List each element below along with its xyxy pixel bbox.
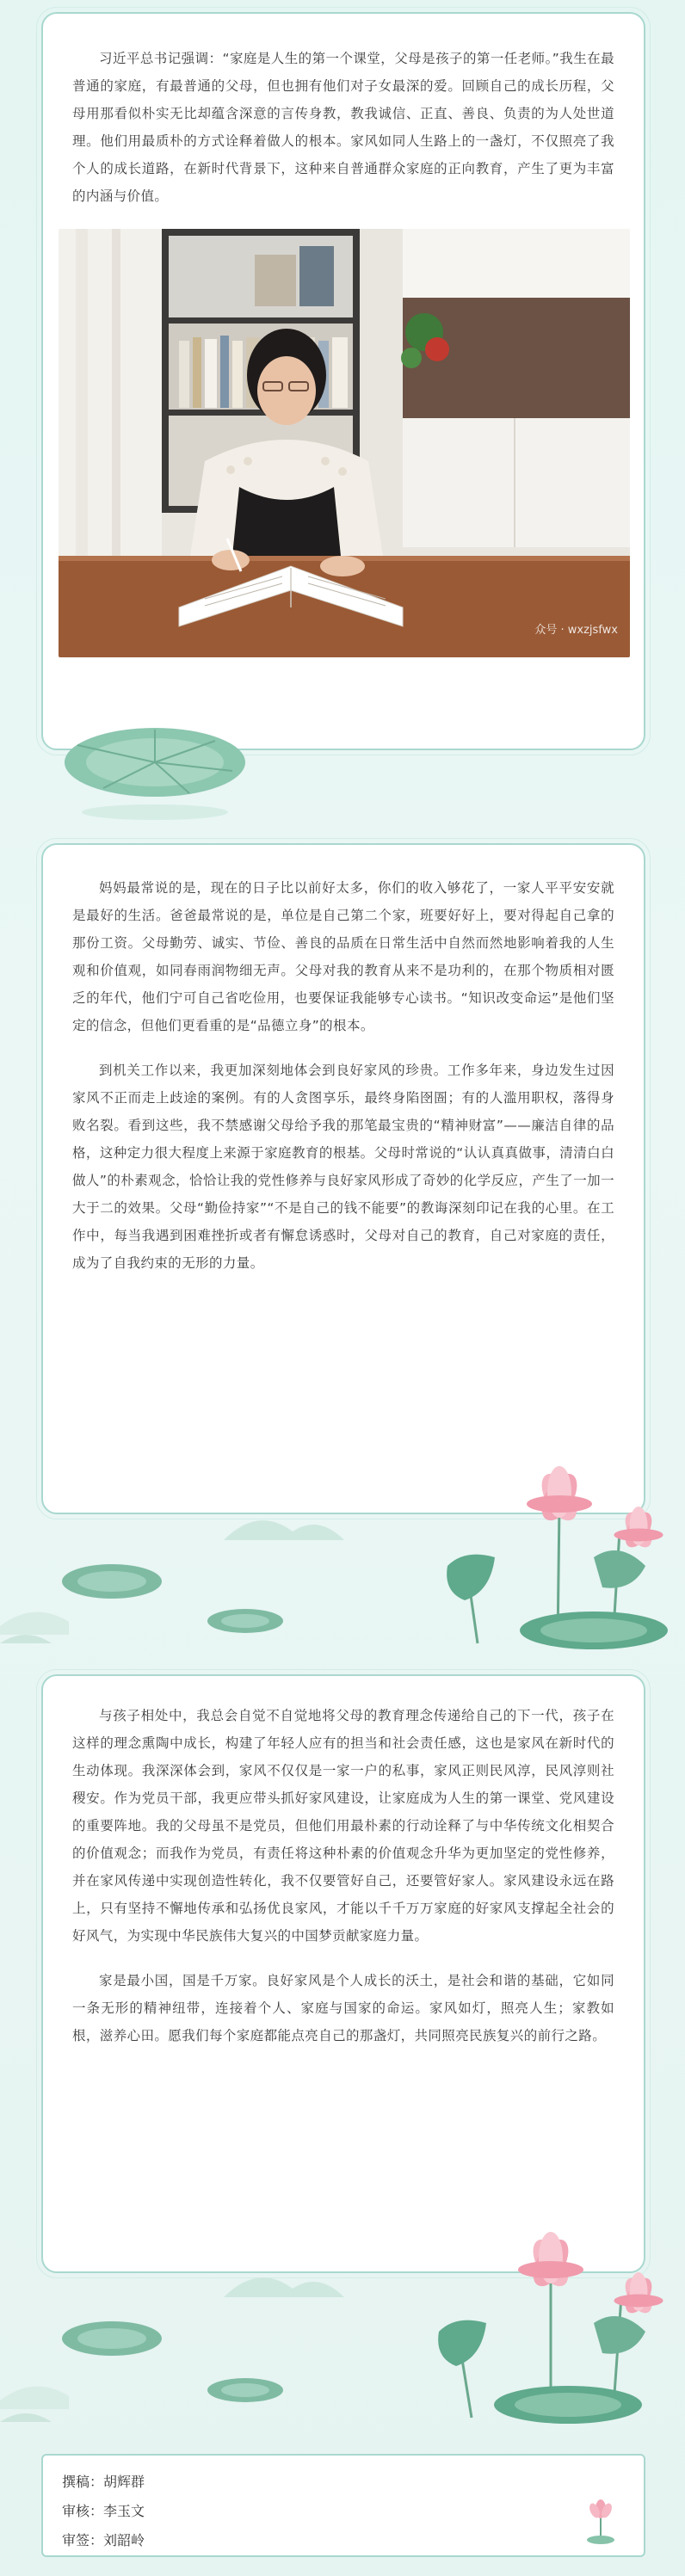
intro-paragraph: 习近平总书记强调：“家庭是人生的第一个课堂，父母是孩子的第一任老师。”我生在最普通的家庭，有最普通的父母，但也拥有他们对子女最深的爱。回顾自己的成长历程，父母用那看似朴实无比却蕴含深意的言传身教，教我诚信、正直、善良、负责的为人处世道理。他们用最质朴的方式诠释着做人的根本。家风如同人生路上的一盏灯，不仅照亮了我个人的成长道路，在新时代背景下，这种来自普通群众家庭的正向教育，产生了更为丰富的内涵与价值。 xyxy=(72,51,614,204)
credits-box xyxy=(41,2454,645,2557)
author-credit: 撰稿：胡辉群 xyxy=(62,2474,145,2490)
reflection-paragraph-1: 与孩子相处中，我总会自觉不自觉地将父母的教育理念传递给自己的下一代，孩子在这样的理念熏陶中成长，构建了年轻人应有的担当和社会责任感，这也是家风在新时代的生动体现。我深深体会到，家风不仅仅是一家一户的私事，家风正则民风淳，民风淳则社稷安。作为党员干部，我更应带头抓好家风建设，让家庭成为人生的第一课堂、党风建设的重要阵地。我的父母虽不是党员，但他们用最朴素的行动诠释了与中华传统文化相契合的价值观念；而我作为党员，有责任将这种朴素的价值观念升华为更加坚定的党性修养，并在家风传递中实现创造性转化，我不仅要管好自己，还要管好家人。家风建设永远在路上，只有坚持不懈地传承和弘扬优良家风，才能以千千万万家庭的好家风支撑起全社会的好风气，为实现中华民族伟大复兴的中国梦贡献家庭力量。 xyxy=(72,1708,614,1944)
reviewer-credit: 审核：李玉文 xyxy=(62,2503,145,2519)
story-paragraph-1: 妈妈最常说的是，现在的日子比以前好太多，你们的收入够花了，一家人平平安安就是最好的生活。爸爸最常说的是，单位是自己第二个家，班要好好上，要对得起自己拿的那份工资。父母勤劳、诚实、节俭、善良的品质在日常生活中自然而然地影响着我的人生观和价值观，如同春雨润物细无声。父母对我的教育从来不是功利的，在那个物质相对匮乏的年代，他们宁可自己省吃俭用，也要保证我能够专心读书。“知识改变命运”是他们坚定的信念，但他们更看重的是“品德立身”的根本。 xyxy=(72,880,614,1033)
photo-watermark: 众号 · wxzjsfwx xyxy=(534,624,618,637)
approver-credit: 审签：刘韶岭 xyxy=(62,2532,145,2548)
reflection-card xyxy=(41,1674,645,2273)
lotus-leaf-icon xyxy=(26,711,250,831)
small-lotus-icon xyxy=(583,2497,618,2545)
story-card xyxy=(41,843,645,1514)
author-photo xyxy=(59,229,630,657)
intro-card xyxy=(41,12,645,750)
lotus-flower-icon xyxy=(0,1428,685,1661)
mountain-icon xyxy=(0,2203,685,2444)
story-paragraph-2: 到机关工作以来，我更加深刻地体会到良好家风的珍贵。工作多年来，身边发生过因家风不正而走上歧途的案例。有的人贪图享乐，最终身陷囹圄；有的人滥用职权，落得身败名裂。看到这些，我不禁感谢父母给予我的那笔最宝贵的“精神财富”——廉洁自律的品格，这种定力很大程度上来源于家庭教育的根基。父母时常说的“认认真真做事，清清白白做人”的朴素观念，恰恰让我的党性修养与良好家风形成了奇妙的化学反应，产生了一加一大于二的效果。父母“勤俭持家”“不是自己的钱不能要”的教诲深刻印记在我的心里。在工作中，每当我遇到困难挫折或者有懈怠诱惑时，父母对自己的教育，自己对家庭的责任，成为了自我约束的无形的力量。 xyxy=(72,1063,615,1271)
reflection-paragraph-2: 家是最小国，国是千万家。良好家风是个人成长的沃土，是社会和谐的基础，它如同一条无形的精神纽带，连接着个人、家庭与国家的命运。家风如灯，照亮人生；家教如根，滋养心田。愿我们每个家庭都能点亮自己的那盏灯，共同照亮民族复兴的前行之路。 xyxy=(72,1973,614,2043)
